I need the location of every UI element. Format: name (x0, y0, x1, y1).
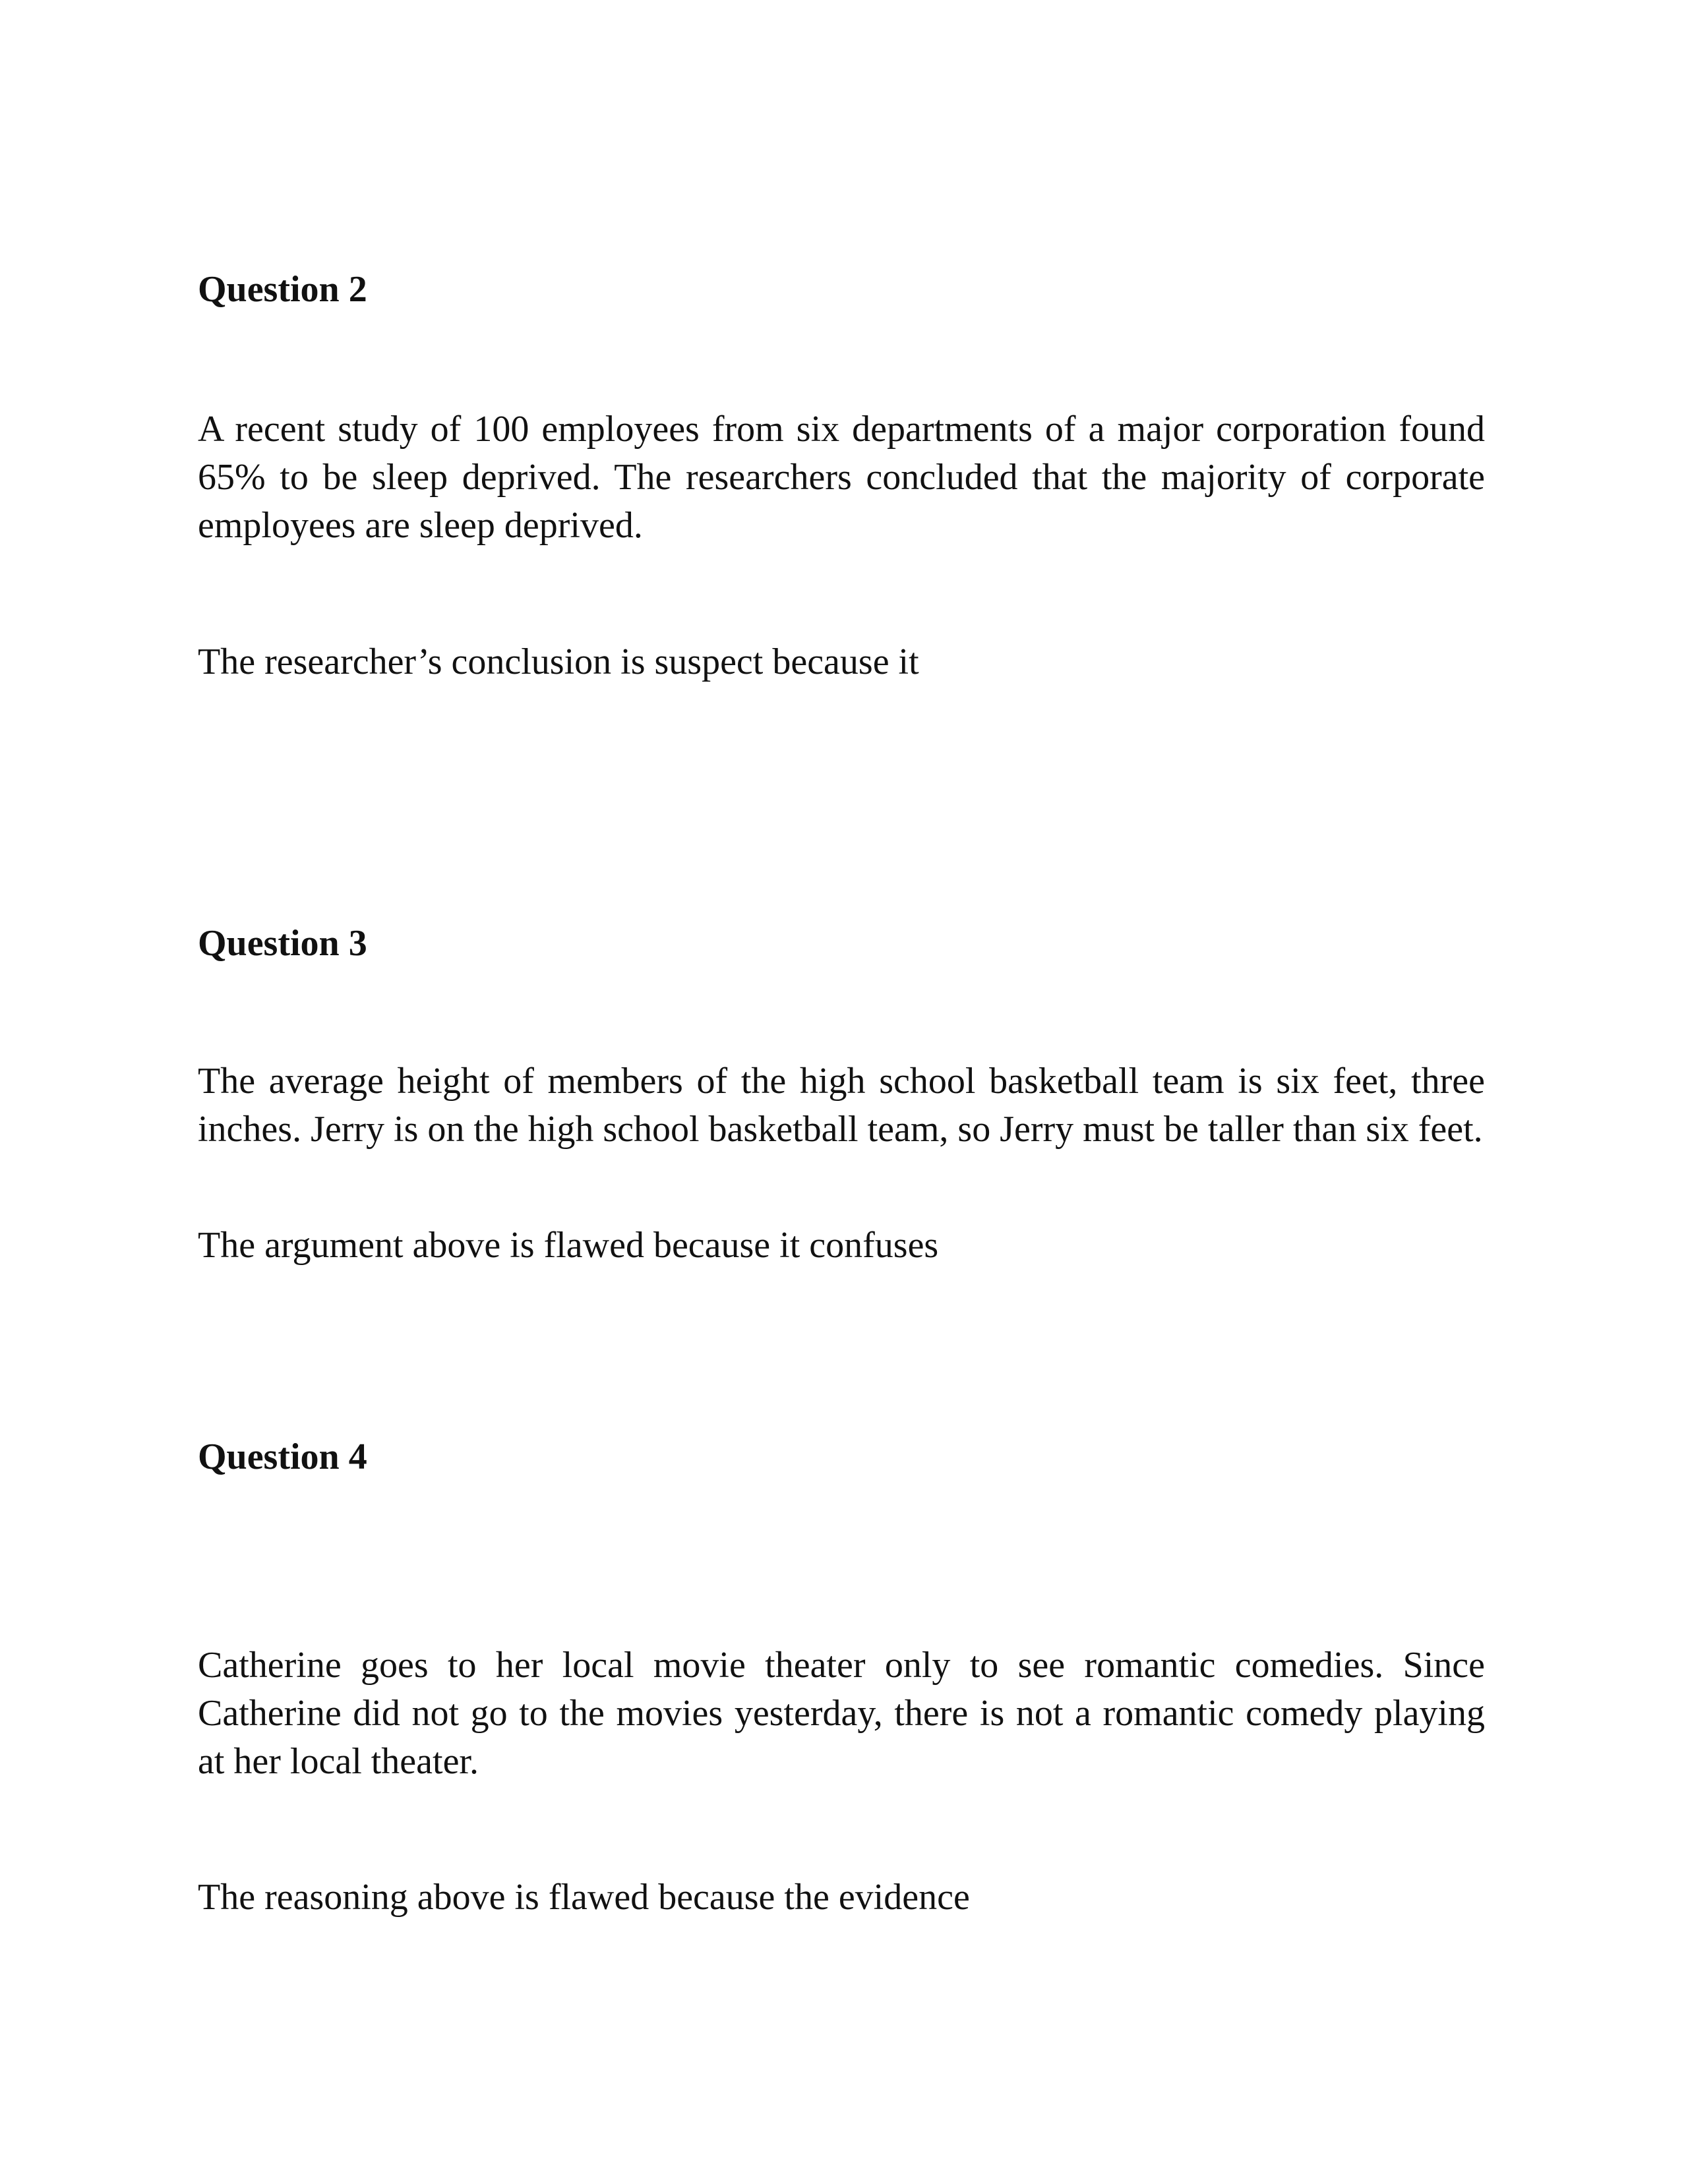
question-2-passage: A recent study of 100 employees from six departments of a major corporation found 65% to be sleep deprived. The researchers concluded that the majority of corporate employees are sleep deprived. (198, 409, 1485, 546)
question-3-prompt: The argument above is flawed because it confuses (198, 1225, 939, 1266)
question-4-passage: Catherine goes to her local movie theater only to see romantic comedies. Since Catherine did not go to the movies yesterday, there is not a romantic comedy playing at her local theater. (198, 1645, 1485, 1782)
question-3-passage: The average height of members of the high school basketball team is six feet, three inches. Jerry is on the high school basketball team, so Jerry must be taller than six feet. (198, 1061, 1485, 1150)
question-3-heading: Question 3 (198, 923, 367, 964)
question-2-prompt: The researcher’s conclusion is suspect because it (198, 641, 919, 682)
question-2-heading: Question 2 (198, 269, 367, 310)
question-4-heading: Question 4 (198, 1436, 367, 1477)
question-4-prompt: The reasoning above is flawed because the evidence (198, 1877, 970, 1918)
